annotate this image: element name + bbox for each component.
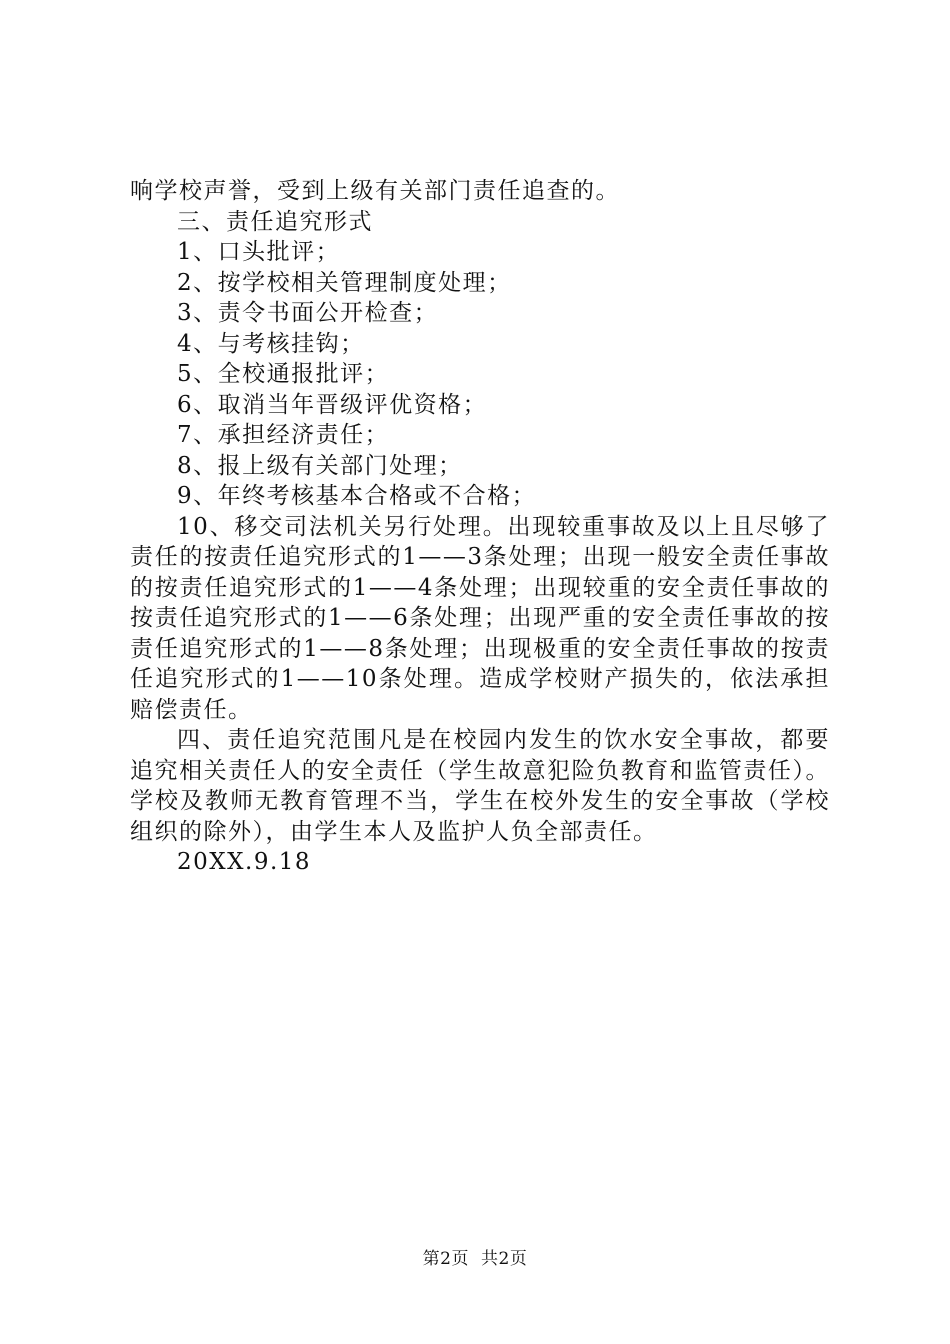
penalty-list [130,237,830,512]
list-item-10-paragraph: 10、移交司法机关另行处理。出现较重事故及以上且尽够了责任的按责任追究形式的1——3条处理；出现一般安全责任事故的按责任追究形式的1——4条处理；出现较重的安全责任事故的按责任追究形式的1——6条处理；出现严重的安全责任事故的按责任追究形式的1——8条处理；出现极重的安全责任事故的按责任追究形式的1——10条处理。造成学校财产损失的，依法承担赔偿责任。 [130,513,830,723]
section-heading: 三、责任追究形式 [177,208,373,235]
page-total: 共2页 [481,1249,528,1269]
continued-paragraph: 响学校声誉，受到上级有关部门责任追查的。 [130,178,620,204]
page-number: 第2页 [422,1249,469,1269]
page-footer [0,1244,950,1269]
list-item: 9、年终考核基本合格或不合格； [177,483,537,509]
list-item: 2、按学校相关管理制度处理； [177,269,512,296]
list-item: 7、承担经济责任； [177,422,390,448]
section-4-paragraph: 四、责任追究范围凡是在校园内发生的饮水安全事故，都要追究相关责任人的安全责任（学生故意犯险负教育和监管责任）。学校及教师无教育管理不当，学生在校外发生的安全事故（学校组织的除外），由学生本人及监护人负全部责任。 [130,727,830,845]
document-body [130,176,830,878]
document-date: 20XX.9.18 [177,849,312,875]
list-item: 4、与考核挂钩； [177,330,365,357]
list-item: 5、全校通报批评； [177,361,390,387]
list-item: 8、报上级有关部门处理； [177,452,463,479]
list-item: 1、口头批评； [177,239,341,265]
list-item: 3、责令书面公开检查； [177,300,439,326]
list-item: 6、取消当年晋级评优资格； [177,391,488,418]
